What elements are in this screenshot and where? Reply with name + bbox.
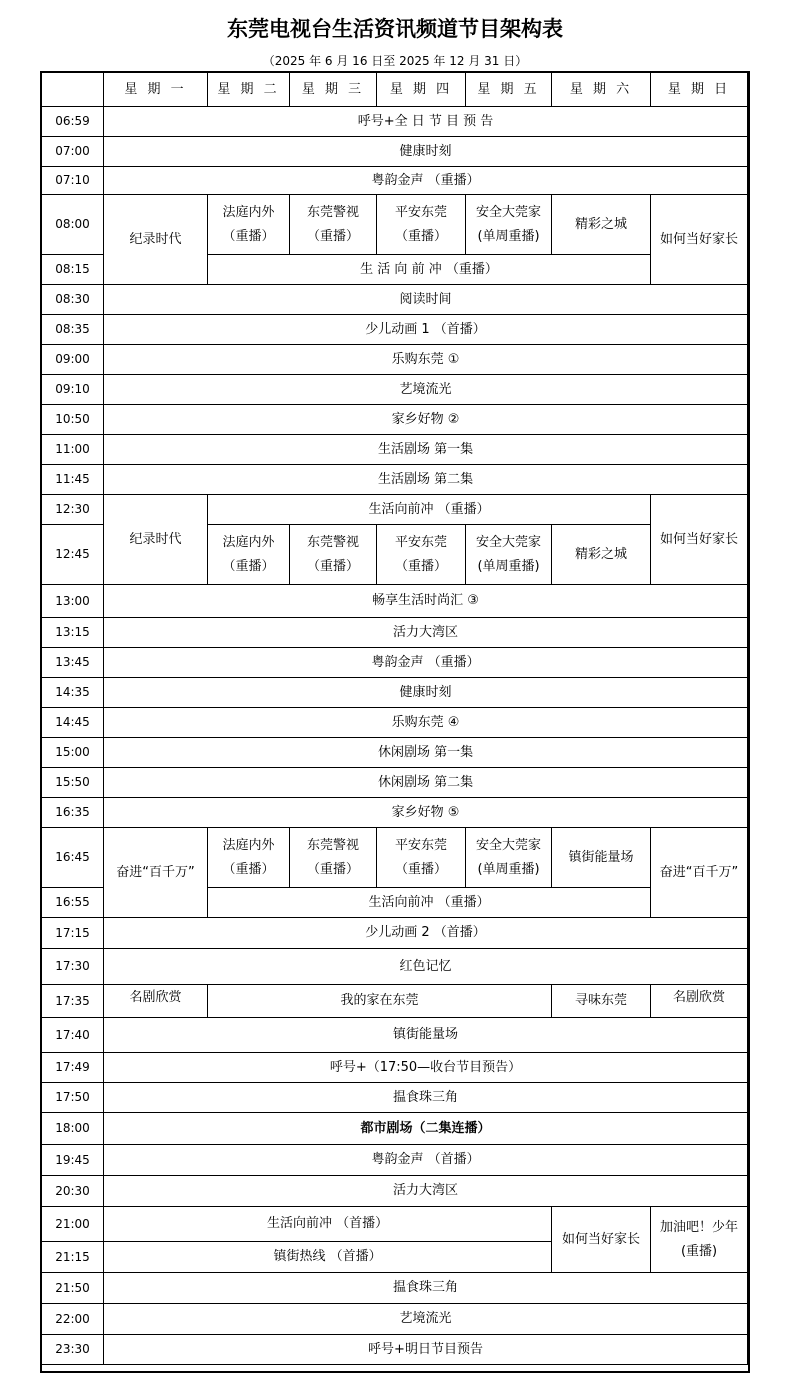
table-row: [42, 495, 748, 525]
program-note: （重播）: [307, 558, 360, 574]
table-row: [42, 195, 748, 255]
table-row: [42, 107, 748, 137]
time-cell: 22:00: [42, 1304, 104, 1335]
program-cell: 阅读时间: [104, 285, 748, 315]
program-title: 法庭内外: [222, 837, 275, 853]
day-header: 星 期 五: [466, 73, 552, 107]
program-cell: 健康时刻: [104, 137, 748, 167]
program-cell: 名剧欣赏: [651, 985, 748, 1018]
table-row: [42, 985, 748, 1018]
time-cell: 17:50: [42, 1083, 104, 1113]
time-cell: 16:35: [42, 798, 104, 828]
time-cell: 10:50: [42, 405, 104, 435]
program-cell: 休闲剧场 第一集: [104, 738, 748, 768]
program-cell: 镇街能量场: [552, 828, 651, 888]
time-cell: 17:49: [42, 1053, 104, 1083]
time-cell: 08:30: [42, 285, 104, 315]
time-cell: 20:30: [42, 1176, 104, 1207]
table-row: [42, 949, 748, 985]
program-cell: 生活剧场 第二集: [104, 465, 748, 495]
program-cell: [377, 195, 466, 255]
program-cell: [290, 195, 377, 255]
program-note: （重播）: [395, 558, 448, 574]
program-cell: 纪录时代: [104, 495, 208, 585]
time-cell: 21:00: [42, 1207, 104, 1242]
program-cell: [377, 828, 466, 888]
table-row: [42, 315, 748, 345]
program-note: (重播): [680, 1243, 718, 1259]
table-row: [42, 738, 748, 768]
program-title: 安全大莞家: [476, 534, 542, 550]
program-title: 平安东莞: [395, 204, 448, 220]
time-cell: 23:30: [42, 1335, 104, 1365]
table-row: [42, 167, 748, 195]
time-cell: 08:15: [42, 255, 104, 285]
program-cell: 粤韵金声 （首播）: [104, 1145, 748, 1176]
day-header: 星 期 日: [651, 73, 748, 107]
program-cell: 活力大湾区: [104, 1176, 748, 1207]
program-cell: 生 活 向 前 冲 （重播）: [208, 255, 651, 285]
table-row: [42, 918, 748, 949]
program-cell: 乐购东莞 ①: [104, 345, 748, 375]
table-row: [42, 1053, 748, 1083]
corner-cell: [42, 73, 104, 107]
program-title: 东莞警视: [307, 204, 360, 220]
program-cell: 艺境流光: [104, 1304, 748, 1335]
table-row: [42, 1304, 748, 1335]
table-row: [42, 798, 748, 828]
program-title: 东莞警视: [307, 534, 360, 550]
program-cell: 我的家在东莞: [208, 985, 552, 1018]
program-cell: 畅享生活时尚汇 ③: [104, 585, 748, 618]
program-cell: 奋进“百千万”: [651, 828, 748, 918]
program-cell: 粤韵金声 （重播）: [104, 167, 748, 195]
time-cell: 08:35: [42, 315, 104, 345]
time-cell: 19:45: [42, 1145, 104, 1176]
program-title: 平安东莞: [395, 837, 448, 853]
program-cell: 如何当好家长: [651, 195, 748, 285]
table-row: [42, 1335, 748, 1365]
table-row: [42, 1018, 748, 1053]
day-header: 星 期 三: [290, 73, 377, 107]
time-cell: 11:45: [42, 465, 104, 495]
time-cell: 16:45: [42, 828, 104, 888]
program-note: (单周重播): [477, 558, 540, 574]
program-cell: 揾食珠三角: [104, 1083, 748, 1113]
program-cell: 镇街能量场: [104, 1018, 748, 1053]
program-cell: 艺境流光: [104, 375, 748, 405]
program-cell: [466, 828, 552, 888]
table-row: [42, 1113, 748, 1145]
time-cell: 14:45: [42, 708, 104, 738]
program-cell: [290, 525, 377, 585]
program-cell: 家乡好物 ②: [104, 405, 748, 435]
table-row: [42, 1083, 748, 1113]
program-cell: 如何当好家长: [552, 1207, 651, 1273]
program-cell: [651, 1207, 748, 1273]
table-row: [42, 375, 748, 405]
time-cell: 14:35: [42, 678, 104, 708]
program-title: 东莞警视: [307, 837, 360, 853]
program-title: 安全大莞家: [476, 204, 542, 220]
table-row: [42, 345, 748, 375]
program-cell: 名剧欣赏: [104, 985, 208, 1018]
time-cell: 21:50: [42, 1273, 104, 1304]
program-cell: [466, 195, 552, 255]
time-cell: 08:00: [42, 195, 104, 255]
program-note: (单周重播): [477, 861, 540, 877]
program-cell: [290, 828, 377, 888]
table-row: [42, 435, 748, 465]
program-note: （重播）: [222, 228, 275, 244]
program-cell: 粤韵金声 （重播）: [104, 648, 748, 678]
table-row: [42, 618, 748, 648]
program-title: 法庭内外: [222, 534, 275, 550]
program-cell: 奋进“百千万”: [104, 828, 208, 918]
time-cell: 07:10: [42, 167, 104, 195]
day-header: 星 期 二: [208, 73, 290, 107]
time-cell: 13:00: [42, 585, 104, 618]
time-cell: 12:30: [42, 495, 104, 525]
time-cell: 11:00: [42, 435, 104, 465]
program-title: 加油吧！少年: [660, 1219, 739, 1235]
day-header: 星 期 一: [104, 73, 208, 107]
table-row: [42, 768, 748, 798]
schedule-table: [41, 72, 748, 1365]
program-cell: [208, 195, 290, 255]
time-cell: 21:15: [42, 1242, 104, 1273]
program-title: 安全大莞家: [476, 837, 542, 853]
table-row: [42, 585, 748, 618]
time-cell: 17:40: [42, 1018, 104, 1053]
program-note: （重播）: [307, 228, 360, 244]
program-note: （重播）: [222, 861, 275, 877]
time-cell: 15:50: [42, 768, 104, 798]
time-cell: 15:00: [42, 738, 104, 768]
program-cell: 少儿动画 1 （首播）: [104, 315, 748, 345]
time-cell: 09:10: [42, 375, 104, 405]
table-row: [42, 1145, 748, 1176]
time-cell: 13:45: [42, 648, 104, 678]
program-cell: 呼号+明日节目预告: [104, 1335, 748, 1365]
program-cell: 呼号+全 日 节 目 预 告: [104, 107, 748, 137]
program-cell: [466, 525, 552, 585]
table-row: [42, 648, 748, 678]
table-row: [42, 465, 748, 495]
table-row: [42, 285, 748, 315]
program-cell: 精彩之城: [552, 195, 651, 255]
time-cell: 06:59: [42, 107, 104, 137]
program-cell: 活力大湾区: [104, 618, 748, 648]
page-title: 东莞电视台生活资讯频道节目架构表: [227, 17, 563, 41]
program-note: （重播）: [222, 558, 275, 574]
program-cell: 寻味东莞: [552, 985, 651, 1018]
program-cell: 都市剧场（二集连播）: [104, 1113, 748, 1145]
program-cell: 精彩之城: [552, 525, 651, 585]
program-cell: [208, 525, 290, 585]
table-row: [42, 405, 748, 435]
program-cell: 健康时刻: [104, 678, 748, 708]
program-cell: 生活向前冲 （首播）: [104, 1207, 552, 1242]
time-cell: 12:45: [42, 525, 104, 585]
time-cell: 17:30: [42, 949, 104, 985]
date-range: （2025 年 6 月 16 日至 2025 年 12 月 31 日）: [262, 54, 528, 68]
program-title: 平安东莞: [395, 534, 448, 550]
table-row: [42, 1207, 748, 1242]
header-row: [42, 73, 748, 107]
table-row: [42, 678, 748, 708]
program-cell: 红色记忆: [104, 949, 748, 985]
time-cell: 18:00: [42, 1113, 104, 1145]
day-header: 星 期 六: [552, 73, 651, 107]
table-row: [42, 1273, 748, 1304]
program-cell: 如何当好家长: [651, 495, 748, 585]
time-cell: 13:15: [42, 618, 104, 648]
program-cell: [208, 828, 290, 888]
program-note: （重播）: [395, 228, 448, 244]
table-row: [42, 1176, 748, 1207]
program-cell: 生活向前冲 （重播）: [208, 495, 651, 525]
program-cell: 家乡好物 ⑤: [104, 798, 748, 828]
time-cell: 09:00: [42, 345, 104, 375]
program-cell: 休闲剧场 第二集: [104, 768, 748, 798]
table-row: [42, 828, 748, 888]
day-header: 星 期 四: [377, 73, 466, 107]
program-cell: 纪录时代: [104, 195, 208, 285]
program-cell: 揾食珠三角: [104, 1273, 748, 1304]
time-cell: 16:55: [42, 888, 104, 918]
program-cell: 生活剧场 第一集: [104, 435, 748, 465]
program-cell: 少儿动画 2 （首播）: [104, 918, 748, 949]
program-note: (单周重播): [477, 228, 540, 244]
program-note: （重播）: [307, 861, 360, 877]
program-cell: 呼号+（17:50—收台节目预告）: [104, 1053, 748, 1083]
program-note: （重播）: [395, 861, 448, 877]
program-cell: 生活向前冲 （重播）: [208, 888, 651, 918]
program-cell: [377, 525, 466, 585]
table-row: [42, 708, 748, 738]
program-cell: 镇街热线 （首播）: [104, 1242, 552, 1273]
program-cell: 乐购东莞 ④: [104, 708, 748, 738]
time-cell: 17:35: [42, 985, 104, 1018]
program-title: 法庭内外: [222, 204, 275, 220]
time-cell: 17:15: [42, 918, 104, 949]
table-row: [42, 137, 748, 167]
time-cell: 07:00: [42, 137, 104, 167]
